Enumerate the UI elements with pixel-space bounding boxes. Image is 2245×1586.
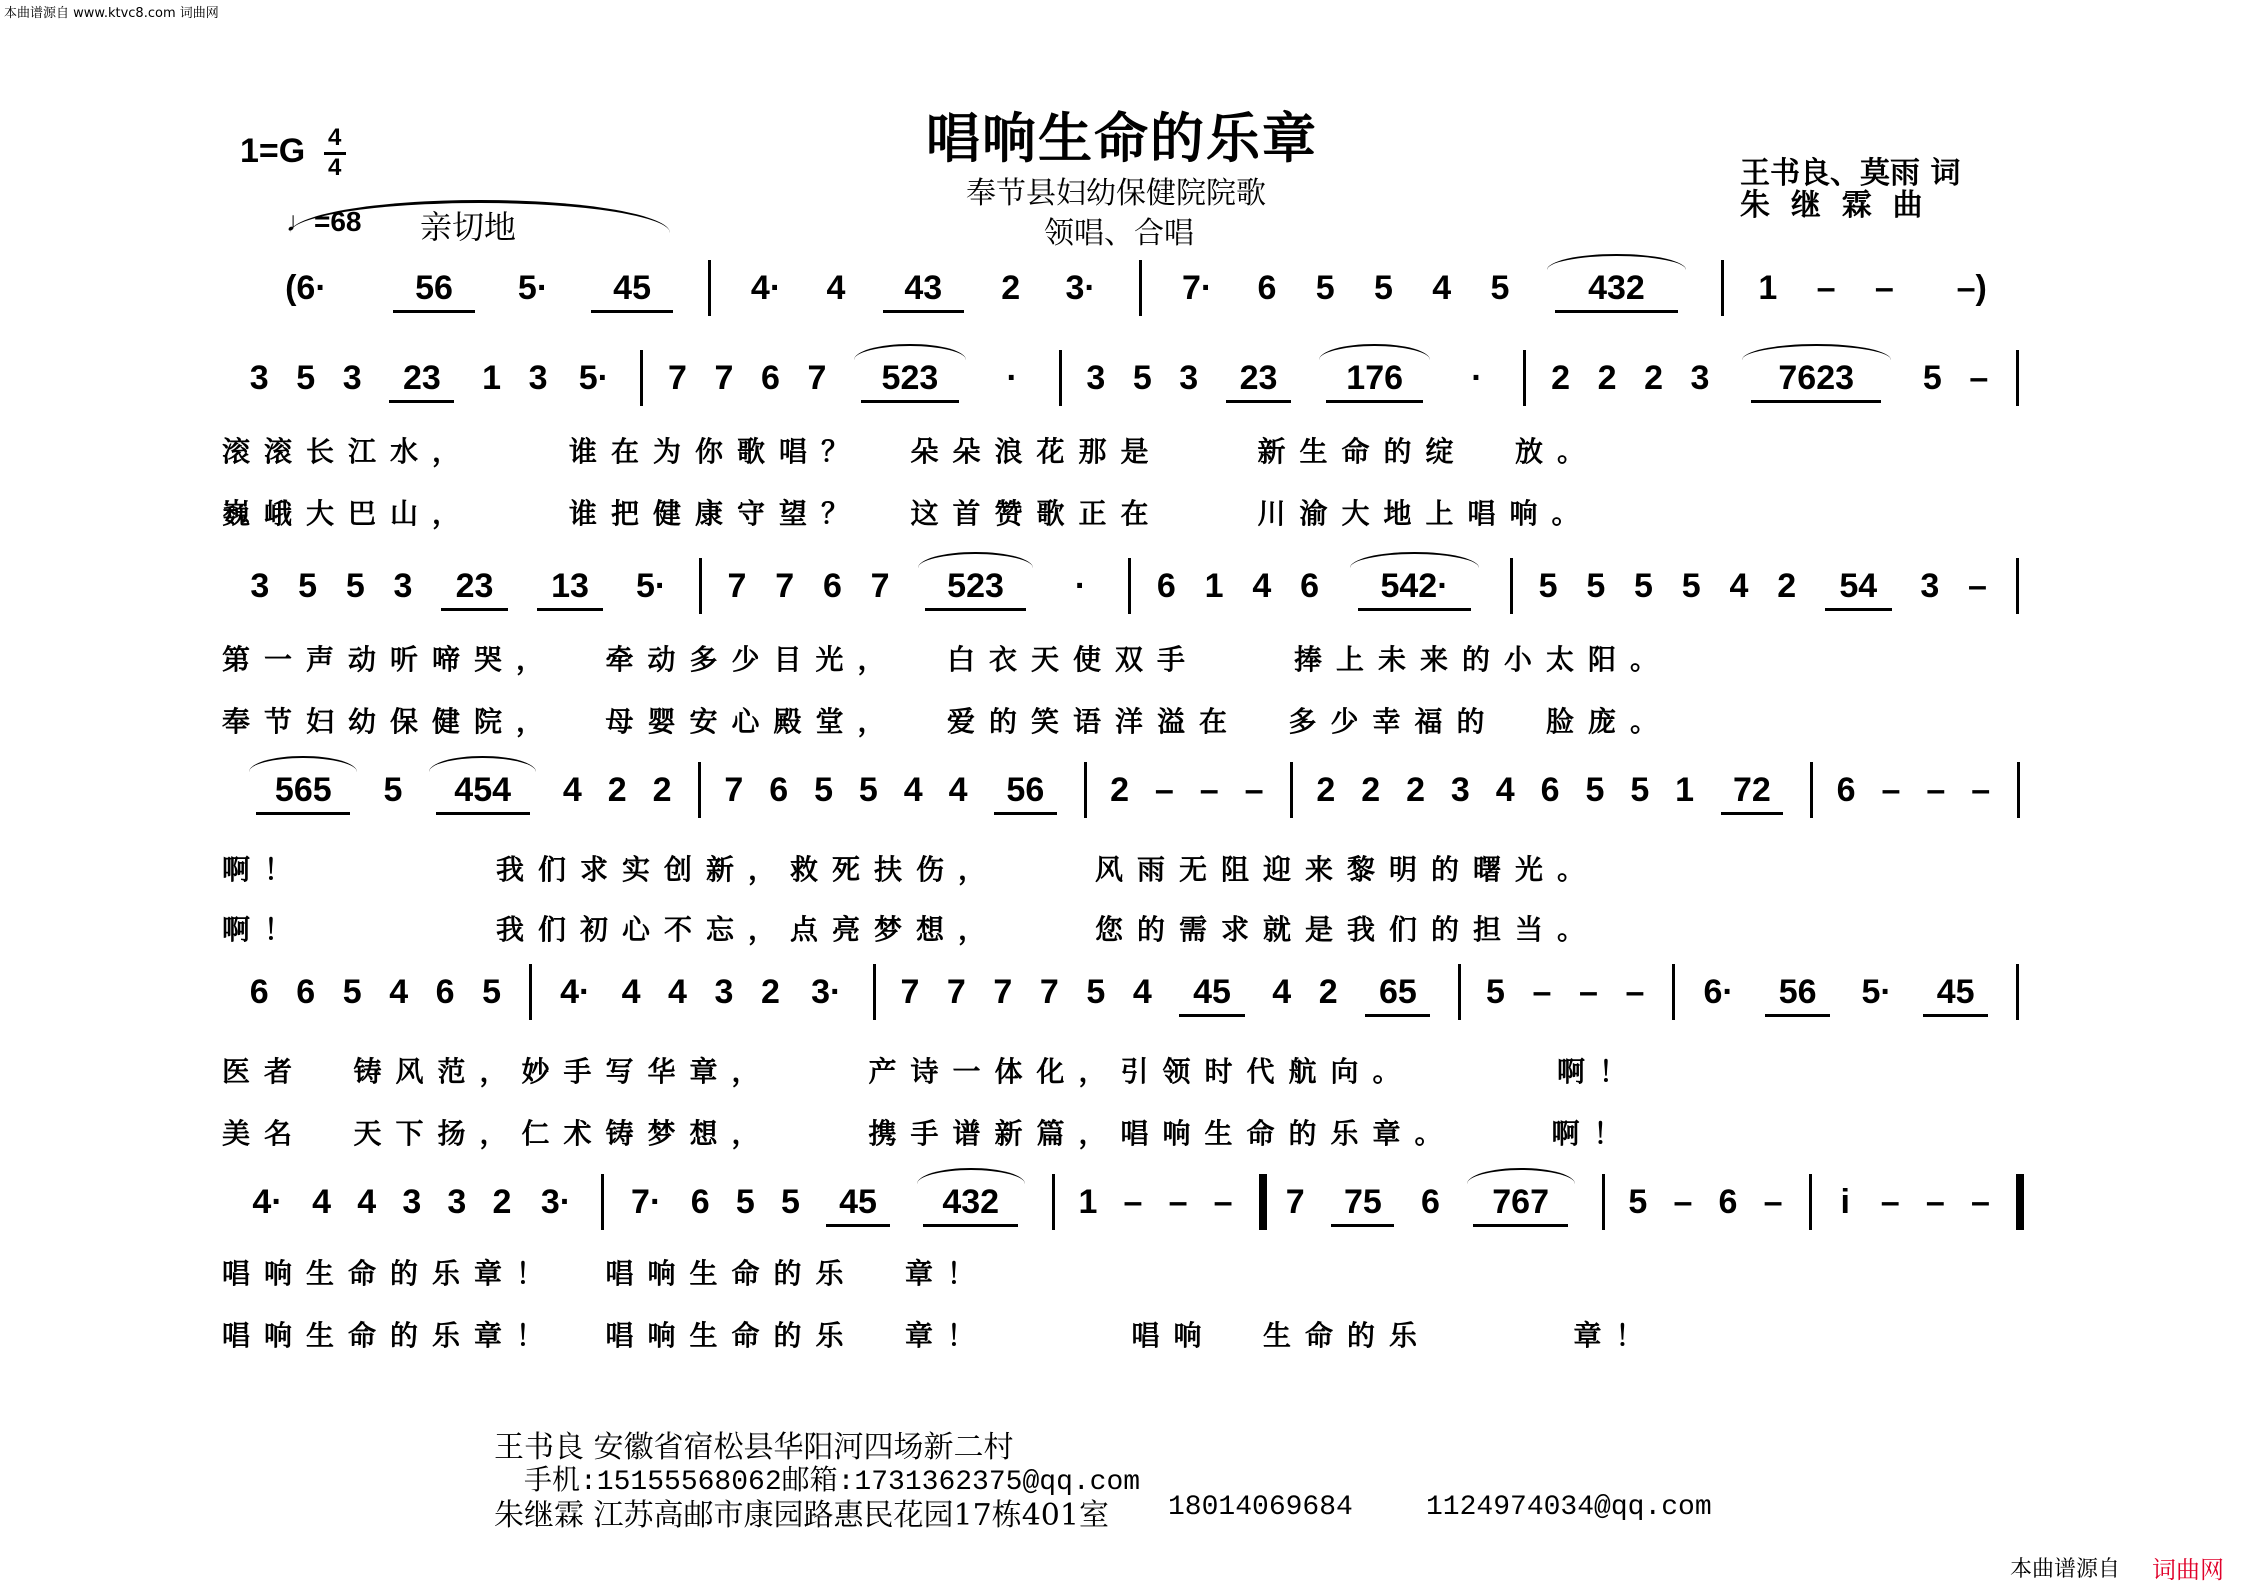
note: –: [1763, 1183, 1783, 1221]
note: –: [1968, 567, 1987, 605]
slur: [249, 756, 357, 772]
song-subtitle: 奉节县妇幼保健院院歌: [966, 176, 1266, 211]
note: 2: [1316, 771, 1336, 809]
note: 5: [1490, 269, 1510, 307]
tempo-mark: ♩=68: [286, 206, 362, 237]
lyricist: 王书良、莫雨 词: [1740, 156, 1961, 191]
tempo-slur: [290, 200, 670, 233]
barline: [2017, 762, 2020, 818]
note: 6: [1718, 1183, 1738, 1221]
note: –: [1244, 771, 1264, 809]
note: 1: [1078, 1183, 1098, 1221]
note: 7: [870, 567, 890, 605]
note: 13: [551, 567, 589, 605]
barline: [2016, 964, 2019, 1020]
note: 1: [1758, 269, 1778, 307]
note: 7: [775, 567, 795, 605]
beam-underline: [1765, 1014, 1830, 1017]
note: 5: [298, 567, 318, 605]
note: 7·: [1181, 269, 1213, 307]
note: 5: [1634, 567, 1653, 605]
barline: [1672, 964, 1675, 1020]
note: 2: [1777, 567, 1797, 605]
barline: [601, 1174, 604, 1230]
note: –: [1532, 973, 1552, 1011]
note: 4: [312, 1183, 332, 1221]
note: 3: [1450, 771, 1470, 809]
note: 3: [393, 567, 413, 605]
note: 5·: [517, 269, 549, 307]
note: 5: [1132, 359, 1152, 397]
slur: [1350, 552, 1480, 568]
composer: 朱 继 霖 曲: [1740, 188, 1923, 223]
notation-system-3: [0, 566, 2245, 626]
note: –: [1625, 973, 1645, 1011]
note: 2: [1406, 771, 1425, 809]
note: 7: [993, 973, 1013, 1011]
note: –: [1673, 1183, 1693, 1221]
note: –: [1123, 1183, 1143, 1221]
note: ·: [1471, 359, 1483, 397]
note: ·: [1074, 567, 1087, 605]
note: 2: [1110, 771, 1129, 809]
beam-underline: [994, 812, 1057, 815]
note: –: [1199, 771, 1219, 809]
song-title: 唱响生命的乐章: [926, 106, 1318, 170]
note: 4: [621, 973, 641, 1011]
note: 2: [1551, 359, 1571, 397]
lyric-line: 啊！ 我们初心不忘，点亮梦想， 您的需求就是我们的担当。: [222, 913, 1599, 946]
note: 5: [814, 771, 833, 809]
note: 54: [1839, 567, 1878, 605]
note: 4·: [252, 1183, 283, 1221]
note: 7: [946, 973, 966, 1011]
barline: [698, 762, 701, 818]
note: –: [1213, 1183, 1233, 1221]
note: 6: [1156, 567, 1176, 605]
note: –: [1816, 269, 1836, 307]
note: 5: [735, 1183, 755, 1221]
note: 2: [492, 1183, 512, 1221]
note: 6: [1300, 567, 1319, 605]
beam-underline: [1473, 1224, 1568, 1227]
note: 4: [668, 973, 687, 1011]
note: –: [1881, 771, 1901, 809]
slur: [917, 1168, 1025, 1184]
note: 5·: [635, 567, 667, 605]
time-signature-bottom: 4: [328, 154, 342, 181]
barline: [1523, 350, 1526, 406]
note: 6: [1540, 771, 1560, 809]
note: 5: [1373, 269, 1393, 307]
note: 6: [690, 1183, 710, 1221]
beam-underline: [883, 310, 965, 313]
note: 56: [1006, 771, 1045, 809]
note: 3: [1179, 359, 1199, 397]
final-barline: [1259, 1174, 1267, 1230]
barline: [1128, 558, 1131, 614]
note: 4: [826, 269, 846, 307]
note: 5: [296, 359, 316, 397]
note: 45: [1936, 973, 1975, 1011]
note: 4: [357, 1183, 377, 1221]
note: 4: [389, 973, 409, 1011]
beam-underline: [826, 1224, 889, 1227]
note: 5: [1538, 567, 1558, 605]
note: 6: [1421, 1183, 1440, 1221]
note: 6: [296, 973, 316, 1011]
note: 23: [1239, 359, 1278, 397]
key-signature: 1=G: [240, 132, 306, 170]
lyric-line: 第一声动听啼哭， 牵动多少目光， 白衣天使双手 捧上未来的小太阳。: [222, 643, 1672, 676]
note: –: [1925, 1183, 1945, 1221]
performance-form: 领唱、合唱: [1044, 216, 1194, 251]
note: 5: [482, 973, 502, 1011]
note: 4: [1729, 567, 1749, 605]
note: 5: [383, 771, 403, 809]
note: 6: [761, 359, 780, 397]
note: 6·: [1703, 973, 1734, 1011]
note: 43: [904, 269, 943, 307]
lyric-line: 美名 天下扬，仁术铸梦想， 携手谱新篇，唱响生命的乐章。 啊！: [222, 1117, 1636, 1150]
note: ·: [1006, 359, 1018, 397]
barline: [2016, 558, 2019, 614]
note: 5: [1486, 973, 1505, 1011]
note: 1: [482, 359, 502, 397]
beam-underline: [591, 310, 673, 313]
note: 5: [1315, 269, 1335, 307]
lyric-line: 奉节妇幼保健院， 母婴安心殿堂， 爱的笑语洋溢在 多少幸福的 脸庞。: [222, 705, 1672, 738]
note: 454: [454, 771, 512, 809]
barline: [1139, 260, 1142, 316]
beam-underline: [537, 608, 604, 611]
note: 2: [652, 771, 672, 809]
note: 6: [249, 973, 269, 1011]
beam-underline: [393, 310, 475, 313]
note: (6·: [285, 269, 327, 307]
slur: [854, 344, 966, 360]
note: –: [1168, 1183, 1188, 1221]
note: 6: [1836, 771, 1856, 809]
contact-line-3-email: 1124974034@qq.com: [1426, 1492, 1712, 1523]
note: 7: [727, 567, 747, 605]
beam-underline: [1721, 812, 1784, 815]
note: 5·: [578, 359, 609, 397]
note: 4·: [750, 269, 782, 307]
note: –: [1874, 269, 1894, 307]
note: –: [1880, 1183, 1900, 1221]
barline: [1052, 1174, 1055, 1230]
note: 5·: [1861, 973, 1892, 1011]
note: 6: [435, 973, 455, 1011]
beam-underline: [256, 812, 350, 815]
note: 3: [249, 359, 269, 397]
note: 2: [607, 771, 627, 809]
note: –: [1971, 771, 1991, 809]
note: 767: [1492, 1183, 1549, 1221]
note: 5: [342, 973, 362, 1011]
barline: [708, 260, 711, 316]
note: –: [1926, 771, 1946, 809]
note: 542·: [1380, 567, 1449, 605]
expression-mark: 亲切地: [420, 208, 517, 246]
note: i: [1840, 1183, 1850, 1221]
note: 23: [455, 567, 494, 605]
note: 2: [1001, 269, 1021, 307]
note: 2: [761, 973, 780, 1011]
note: 5: [1922, 359, 1942, 397]
barline: [640, 350, 643, 406]
slur: [1742, 344, 1891, 360]
note: 3: [714, 973, 734, 1011]
note: 6: [822, 567, 842, 605]
note: 4: [562, 771, 582, 809]
beam-underline: [1365, 1014, 1430, 1017]
note: 1: [1204, 567, 1224, 605]
beam-underline: [1923, 1014, 1988, 1017]
lyric-line: 啊！ 我们求实创新，救死扶伤， 风雨无阻迎来黎明的曙光。: [222, 853, 1599, 886]
note: 7·: [631, 1183, 662, 1221]
note: 5: [780, 1183, 800, 1221]
note: 7: [724, 771, 744, 809]
beam-underline: [389, 400, 454, 403]
note: 3: [1920, 567, 1940, 605]
beam-underline: [1331, 1224, 1394, 1227]
beam-underline: [1226, 400, 1291, 403]
note: 7: [714, 359, 734, 397]
note: 3: [250, 567, 270, 605]
beam-underline: [1326, 400, 1424, 403]
note: 65: [1379, 973, 1417, 1011]
note: –: [1578, 973, 1598, 1011]
note: 2: [1597, 359, 1617, 397]
lyric-line: 巍峨大巴山， 谁把健康守望？ 这首赞歌正在 川渝大地上唱响。: [222, 497, 1594, 530]
note: 7: [807, 359, 827, 397]
watermark-bottom-right-source: 本曲谱源自: [2010, 1557, 2121, 1582]
barline: [2016, 350, 2019, 406]
lyric-line: 唱响生命的乐章！ 唱响生命的乐 章！: [222, 1257, 989, 1290]
time-signature-top: 4: [328, 124, 342, 151]
notation-system-6: [0, 1182, 2245, 1242]
note: 75: [1343, 1183, 1382, 1221]
note: 5: [1681, 567, 1701, 605]
note: –): [1956, 269, 1987, 307]
note: 45: [613, 269, 651, 307]
lyric-line: 唱响生命的乐章！ 唱响生命的乐 章！ 唱响 生命的乐 章！: [222, 1319, 1658, 1352]
watermark-bottom-right-site: 词曲网: [2152, 1556, 2224, 1584]
note: 56: [415, 269, 453, 307]
note: 432: [1588, 269, 1645, 307]
slur: [1467, 1168, 1575, 1184]
beam-underline: [923, 1224, 1018, 1227]
slur: [429, 756, 537, 772]
watermark-top-left: 本曲谱源自 www.ktvc8.com 词曲网: [4, 6, 219, 21]
barline: [1721, 260, 1724, 316]
note: 3·: [540, 1183, 572, 1221]
note: 7: [1039, 973, 1059, 1011]
note: 6: [769, 771, 789, 809]
note: 2: [1318, 973, 1338, 1011]
notation-system-1: [0, 268, 2245, 328]
barline: [1458, 964, 1461, 1020]
note: 4: [1272, 973, 1292, 1011]
note: 3: [342, 359, 362, 397]
notation-system-4: [0, 770, 2245, 830]
note: 23: [402, 359, 441, 397]
note: 6: [1257, 269, 1277, 307]
note: 5: [1585, 771, 1605, 809]
note: 523: [947, 567, 1004, 605]
note: –: [1970, 1183, 1990, 1221]
note: 4: [948, 771, 968, 809]
note: 176: [1346, 359, 1404, 397]
note: 7: [668, 359, 687, 397]
lyric-line: 医者 铸风范，妙手写华章， 产诗一体化，引领时代航向。 啊！: [222, 1055, 1641, 1088]
notation-system-2: [0, 358, 2245, 418]
barline: [1290, 762, 1293, 818]
note: 4: [1432, 269, 1452, 307]
note: 5: [1086, 973, 1106, 1011]
barline: [1809, 1174, 1812, 1230]
note: 3·: [1065, 269, 1096, 307]
note: 45: [1193, 973, 1231, 1011]
beam-underline: [1358, 608, 1472, 611]
note: 565: [274, 771, 332, 809]
beam-underline: [441, 608, 508, 611]
note: –: [1969, 359, 1989, 397]
beam-underline: [1751, 400, 1881, 403]
barline: [1602, 1174, 1605, 1230]
beam-underline: [1555, 310, 1677, 313]
contact-line-3-address: 朱继霖 江苏高邮市康园路惠民花园17栋401室: [494, 1498, 1109, 1533]
note: 3: [528, 359, 548, 397]
note: –: [1154, 771, 1174, 809]
note: 1: [1675, 771, 1695, 809]
note: 45: [839, 1183, 877, 1221]
note: 7: [1285, 1183, 1305, 1221]
note: 7623: [1778, 359, 1855, 397]
note: 4: [1252, 567, 1272, 605]
barline: [529, 964, 532, 1020]
note: 2: [1361, 771, 1381, 809]
note: 5: [1628, 1183, 1648, 1221]
barline: [1059, 350, 1062, 406]
note: 56: [1778, 973, 1817, 1011]
beam-underline: [925, 608, 1025, 611]
final-barline: [2016, 1174, 2024, 1230]
beam-underline: [436, 812, 530, 815]
note: 3: [447, 1183, 467, 1221]
note: 4: [903, 771, 923, 809]
slur: [1319, 344, 1431, 360]
note: 4: [1132, 973, 1152, 1011]
notation-system-5: [0, 972, 2245, 1032]
note: 5: [1630, 771, 1650, 809]
barline: [1810, 762, 1813, 818]
slur: [918, 552, 1033, 568]
beam-underline: [1179, 1014, 1244, 1017]
barline: [1084, 762, 1087, 818]
note: 5: [345, 567, 365, 605]
beam-underline: [861, 400, 959, 403]
note: 4·: [560, 973, 591, 1011]
barline: [699, 558, 702, 614]
beam-underline: [1825, 608, 1892, 611]
note: 3: [1086, 359, 1106, 397]
note: 4: [1495, 771, 1515, 809]
contact-line-1: 王书良 安徽省宿松县华阳河四场新二村: [494, 1430, 1014, 1465]
note: 5: [858, 771, 878, 809]
barline: [873, 964, 876, 1020]
lyric-line: 滚滚长江水， 谁在为你歌唱？ 朵朵浪花那是 新生命的绽 放。: [222, 435, 1599, 468]
contact-line-3-phone: 18014069684: [1168, 1492, 1353, 1523]
barline: [1510, 558, 1513, 614]
note: 7: [900, 973, 920, 1011]
note: 523: [881, 359, 939, 397]
contact-line-2: 手机:15155568062邮箱:1731362375@qq.com: [524, 1467, 1141, 1498]
note: 3: [1690, 359, 1710, 397]
note: 432: [942, 1183, 1000, 1221]
note: 72: [1733, 771, 1771, 809]
note: 3·: [811, 973, 842, 1011]
note: 5: [1586, 567, 1606, 605]
note: 2: [1644, 359, 1663, 397]
note: 3: [402, 1183, 422, 1221]
slur: [1547, 254, 1687, 270]
